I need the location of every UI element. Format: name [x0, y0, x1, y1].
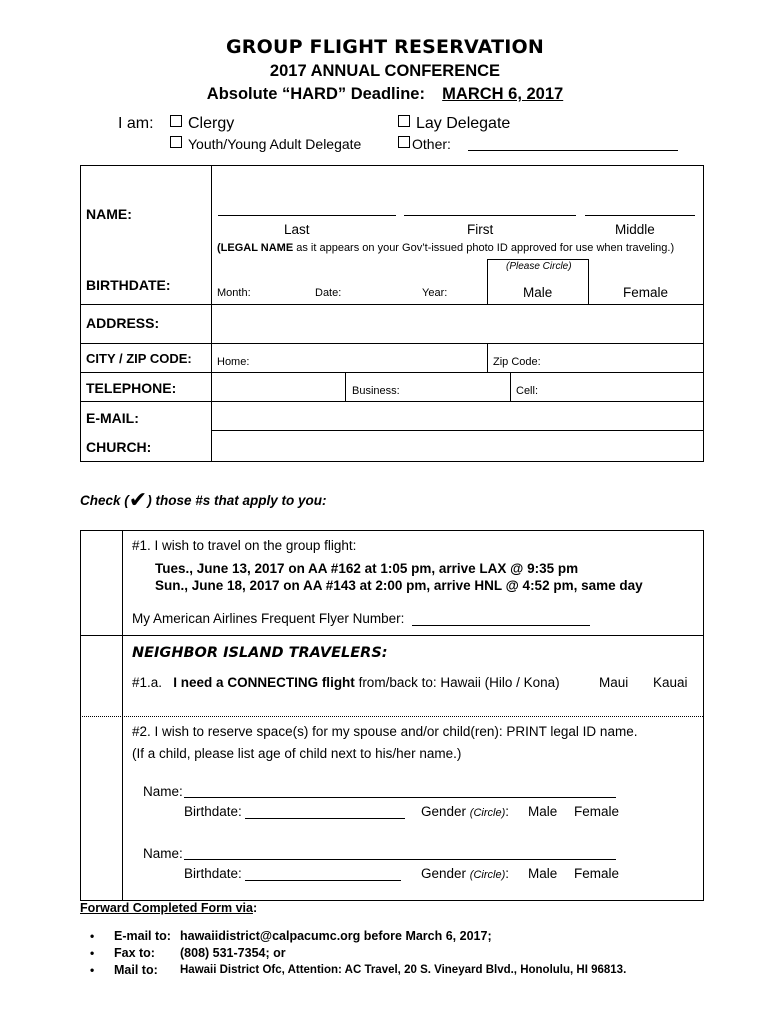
bullet-mail: • [90, 963, 95, 977]
business-phone-field[interactable]: Business: [352, 385, 400, 397]
options-rule [80, 716, 703, 717]
home-field[interactable]: Home: [217, 356, 250, 368]
email-label: E-MAIL: [86, 410, 139, 426]
gender-rule [487, 259, 588, 260]
forward-title-text: Forward Completed Form via [80, 901, 253, 915]
cityzip-label: CITY / ZIP CODE: [86, 351, 192, 366]
male-option[interactable]: Male [523, 285, 553, 300]
companion1-female[interactable]: Female [574, 804, 620, 819]
date-field[interactable]: Date: [315, 287, 342, 299]
companion2-name-field[interactable] [184, 859, 616, 860]
bullet-email: • [90, 929, 95, 943]
deadline-date: MARCH 6, 2017 [442, 85, 564, 103]
forward-title [80, 901, 257, 915]
options-rule [80, 635, 703, 636]
companion2-birthdate-field[interactable] [245, 880, 401, 881]
other-field[interactable] [468, 150, 678, 151]
first-name-field[interactable] [404, 215, 576, 216]
deadline [0, 85, 770, 104]
option2-note: (If a child, please list age of child next to his/her name.) [132, 746, 462, 761]
legal-name-rest: as it appears on your Gov’t-issued photo ID approved for use when traveling.) [293, 242, 675, 254]
forward-colon: : [252, 901, 258, 915]
lay-delegate-checkbox[interactable] [398, 115, 410, 127]
companion2-gender [421, 866, 509, 881]
female-option[interactable]: Female [623, 285, 669, 300]
companion1-birthdate-label: Birthdate: [184, 804, 242, 819]
first-caption: First [467, 222, 494, 237]
return-flight: Sun., June 18, 2017 on AA #143 at 2:00 pm, arrive HNL @ 4:52 pm, same day [155, 578, 643, 593]
mail-address: Hawaii District Ofc, Attention: AC Travel, 20 S. Vineyard Blvd., Honolulu, HI 96813. [180, 964, 627, 976]
companion1-name-field[interactable] [184, 797, 616, 798]
gender-divider [487, 259, 488, 304]
form-title: GROUP FLIGHT RESERVATION [225, 36, 544, 58]
gender-colon: : [505, 804, 510, 819]
companion2-male[interactable]: Male [528, 866, 558, 881]
gender-label: Gender [421, 804, 467, 819]
table-rule [80, 401, 703, 402]
check-instruction [80, 487, 326, 513]
fax-number: (808) 531-7354; or [180, 946, 286, 960]
option-lay-delegate[interactable] [398, 115, 510, 133]
name-label: NAME: [86, 206, 132, 222]
outbound-flight: Tues., June 13, 2017 on AA #162 at 1:05 pm, arrive LAX @ 9:35 pm [155, 561, 579, 576]
option1a-bold: I need a CONNECTING flight [173, 675, 355, 690]
checkmark-icon: ✔ [128, 487, 148, 512]
companion2-name-label: Name: [143, 846, 183, 861]
gender-divider [588, 259, 589, 304]
email-address[interactable]: hawaiidistrict@calpacumc.org before March 6, 2017; [180, 929, 492, 943]
table-rule [80, 343, 703, 344]
option-other[interactable] [398, 136, 451, 152]
companion2-female[interactable]: Female [574, 866, 620, 881]
option2-text: #2. I wish to reserve space(s) for my spouse and/or child(ren): PRINT legal ID name. [132, 724, 638, 739]
youth-label: Youth/Young Adult Delegate [188, 136, 362, 152]
cell-phone-field[interactable]: Cell: [516, 385, 539, 397]
circle-note: (Circle) [469, 869, 506, 881]
bullet-fax: • [90, 946, 95, 960]
middle-name-field[interactable] [585, 215, 695, 216]
option1-text: #1. I wish to travel on the group flight: [132, 538, 357, 553]
option1a-rest: from/back to: Hawaii (Hilo / Kona) [354, 675, 560, 690]
option2-check-box[interactable] [84, 722, 118, 892]
middle-caption: Middle [615, 222, 655, 237]
kauai-option[interactable]: Kauai [653, 675, 688, 690]
companion1-birthdate-field[interactable] [245, 818, 405, 819]
frequent-flyer-label: My American Airlines Frequent Flyer Number: [132, 611, 405, 626]
option1a-check-box[interactable] [84, 640, 118, 712]
table-divider [211, 165, 212, 461]
month-field[interactable]: Month: [217, 287, 251, 299]
year-field[interactable]: Year: [422, 287, 448, 299]
companion1-name-label: Name: [143, 784, 183, 799]
option1-check-box[interactable] [84, 540, 118, 630]
frequent-flyer-field[interactable] [412, 625, 590, 626]
legal-name-note [217, 242, 674, 254]
telephone-label: TELEPHONE: [86, 380, 177, 396]
church-field[interactable] [218, 433, 688, 457]
other-label: Other: [412, 136, 451, 152]
zip-field[interactable]: Zip Code: [493, 356, 541, 368]
option1a-text [132, 675, 560, 690]
table-rule [80, 372, 703, 373]
table-rule [211, 430, 703, 431]
business-divider [345, 372, 346, 401]
birthdate-label: BIRTHDATE: [86, 277, 171, 293]
email-field[interactable] [218, 404, 688, 428]
address-label: ADDRESS: [86, 315, 160, 331]
other-checkbox[interactable] [398, 136, 410, 148]
companion2-birthdate-label: Birthdate: [184, 866, 242, 881]
option-clergy[interactable] [170, 115, 234, 133]
check-column-divider [122, 530, 123, 900]
neighbor-title: NEIGHBOR ISLAND TRAVELERS: [132, 645, 388, 661]
deadline-label: Absolute “HARD” Deadline: [206, 85, 425, 103]
table-rule [80, 304, 703, 305]
check-prefix: Check ( [80, 493, 129, 508]
email-label-forward: E-mail to: [114, 929, 171, 943]
companion1-male[interactable]: Male [528, 804, 558, 819]
circle-note: (Circle) [469, 807, 506, 819]
option-youth[interactable] [170, 136, 361, 152]
church-label: CHURCH: [86, 439, 152, 455]
last-caption: Last [284, 222, 310, 237]
maui-option[interactable]: Maui [599, 675, 629, 690]
fax-label: Fax to: [114, 946, 155, 960]
youth-checkbox[interactable] [170, 136, 182, 148]
option1a-number: #1.a. [132, 675, 163, 690]
companion1-gender [421, 804, 509, 819]
address-field[interactable] [218, 310, 688, 338]
clergy-label: Clergy [188, 115, 235, 132]
lay-delegate-label: Lay Delegate [416, 115, 511, 132]
zip-divider [487, 343, 488, 372]
last-name-field[interactable] [218, 215, 396, 216]
gender-colon: : [505, 866, 510, 881]
gender-label: Gender [421, 866, 467, 881]
legal-name-bold: (LEGAL NAME [217, 242, 294, 254]
iam-label: I am: [118, 115, 154, 132]
check-suffix: ) those #s that apply to you: [147, 493, 327, 508]
clergy-checkbox[interactable] [170, 115, 182, 127]
mail-label: Mail to: [114, 963, 158, 977]
cell-divider [510, 372, 511, 401]
form-subtitle: 2017 ANNUAL CONFERENCE [269, 62, 501, 80]
please-circle-note: (Please Circle) [506, 261, 572, 272]
